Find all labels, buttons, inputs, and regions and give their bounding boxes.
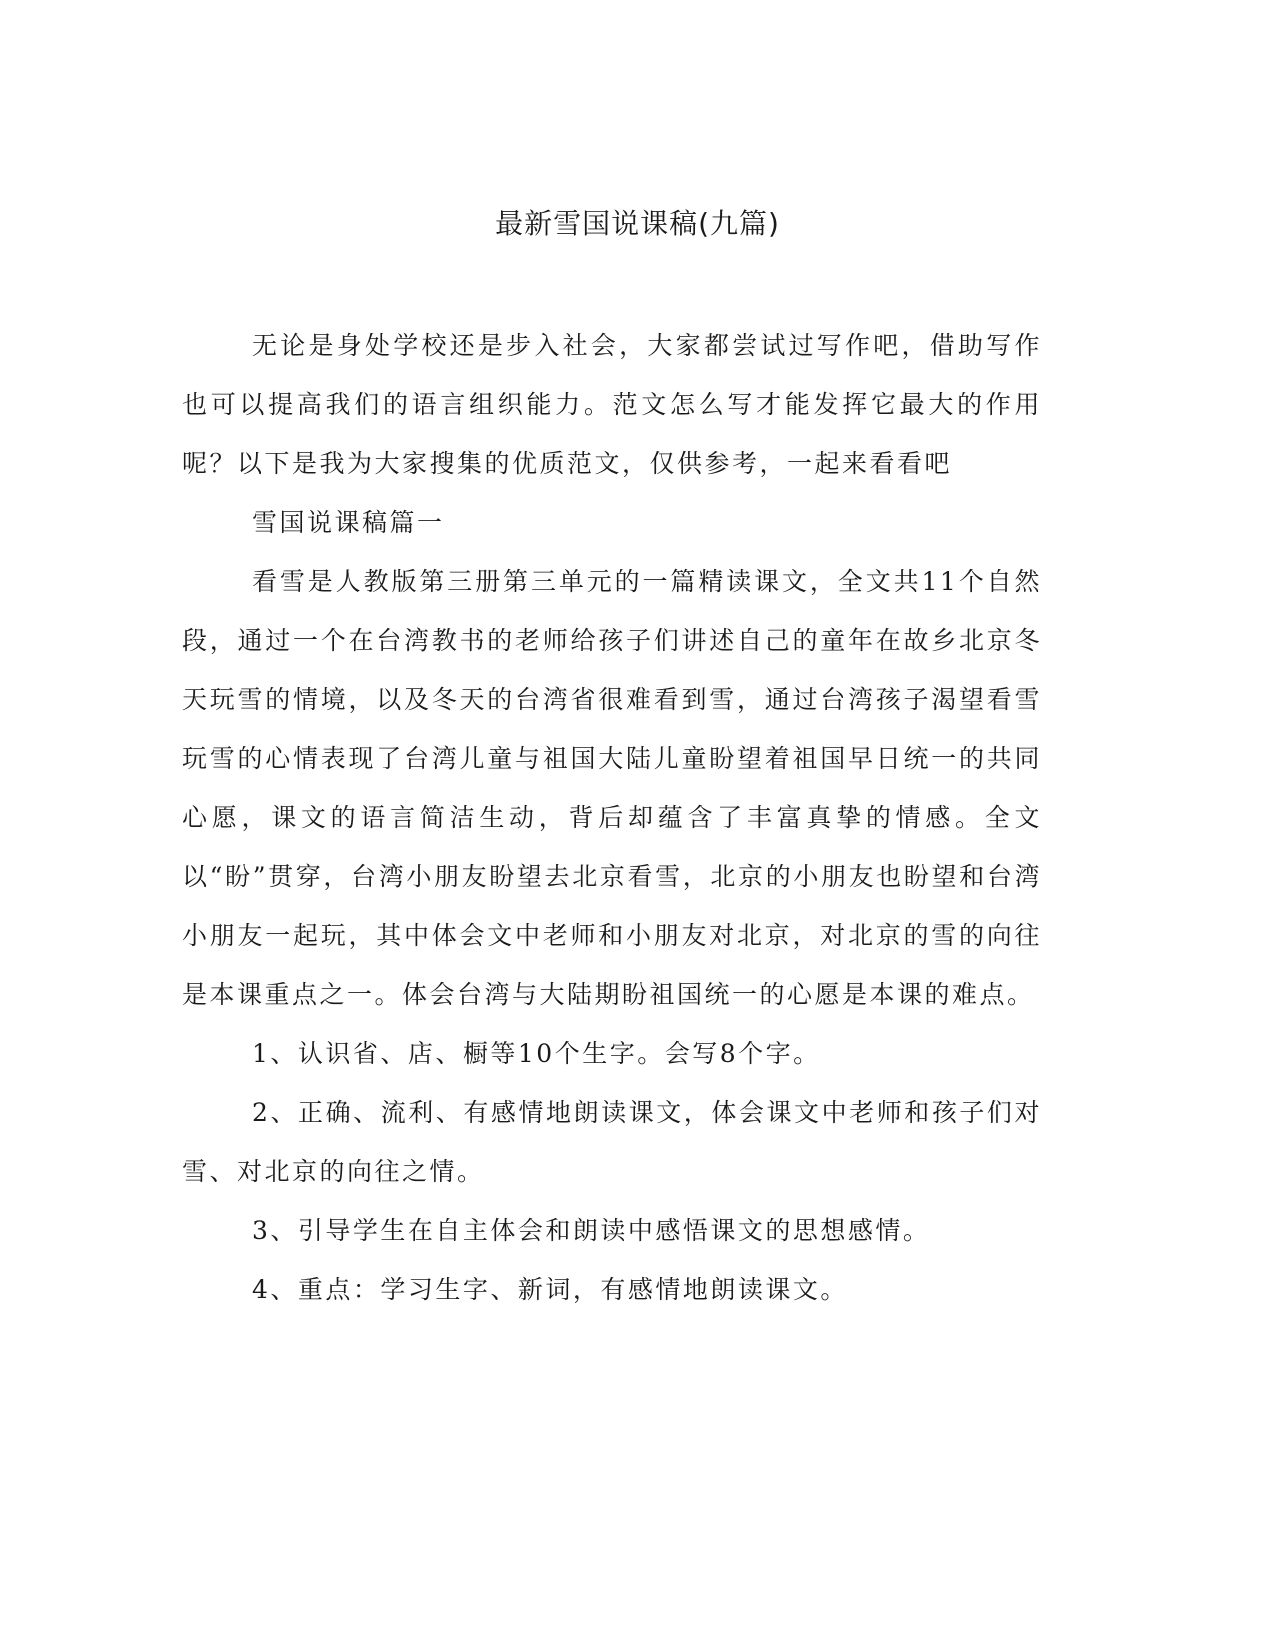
list-item: 3、引导学生在自主体会和朗读中感悟课文的思想感情。 [252, 1216, 931, 1245]
document-body [182, 316, 1042, 1319]
list-item: 4、重点：学习生字、新词，有感情地朗读课文。 [252, 1275, 848, 1304]
list-item: 1、认识省、店、橱等10个生字。会写8个字。 [252, 1039, 821, 1068]
document-title: 最新雪国说课稿(九篇) [495, 207, 780, 240]
intro-paragraph: 无论是身处学校还是步入社会，大家都尝试过写作吧，借助写作也可以提高我们的语言组织能力。范文怎么写才能发挥它最大的作用呢？以下是我为大家搜集的优质范文，仅供参考，一起来看看吧 [182, 331, 1042, 478]
list-item: 2、正确、流利、有感情地朗读课文，体会课文中老师和孩子们对雪、对北京的向往之情。 [182, 1098, 1042, 1186]
section-heading: 雪国说课稿篇一 [252, 508, 445, 537]
body-paragraph: 看雪是人教版第三册第三单元的一篇精读课文，全文共11个自然段，通过一个在台湾教书的老师给孩子们讲述自己的童年在故乡北京冬天玩雪的情境，以及冬天的台湾省很难看到雪，通过台湾孩子渴望看雪玩雪的心情表现了台湾儿童与祖国大陆儿童盼望着祖国早日统一的共同心愿，课文的语言简洁生动，背后却蕴含了丰富真挚的情感。全文以“盼”贯穿，台湾小朋友盼望去北京看雪，北京的小朋友也盼望和台湾小朋友一起玩，其中体会文中老师和小朋友对北京，对北京的雪的向往是本课重点之一。体会台湾与大陆期盼祖国统一的心愿是本课的难点。 [182, 567, 1042, 1009]
